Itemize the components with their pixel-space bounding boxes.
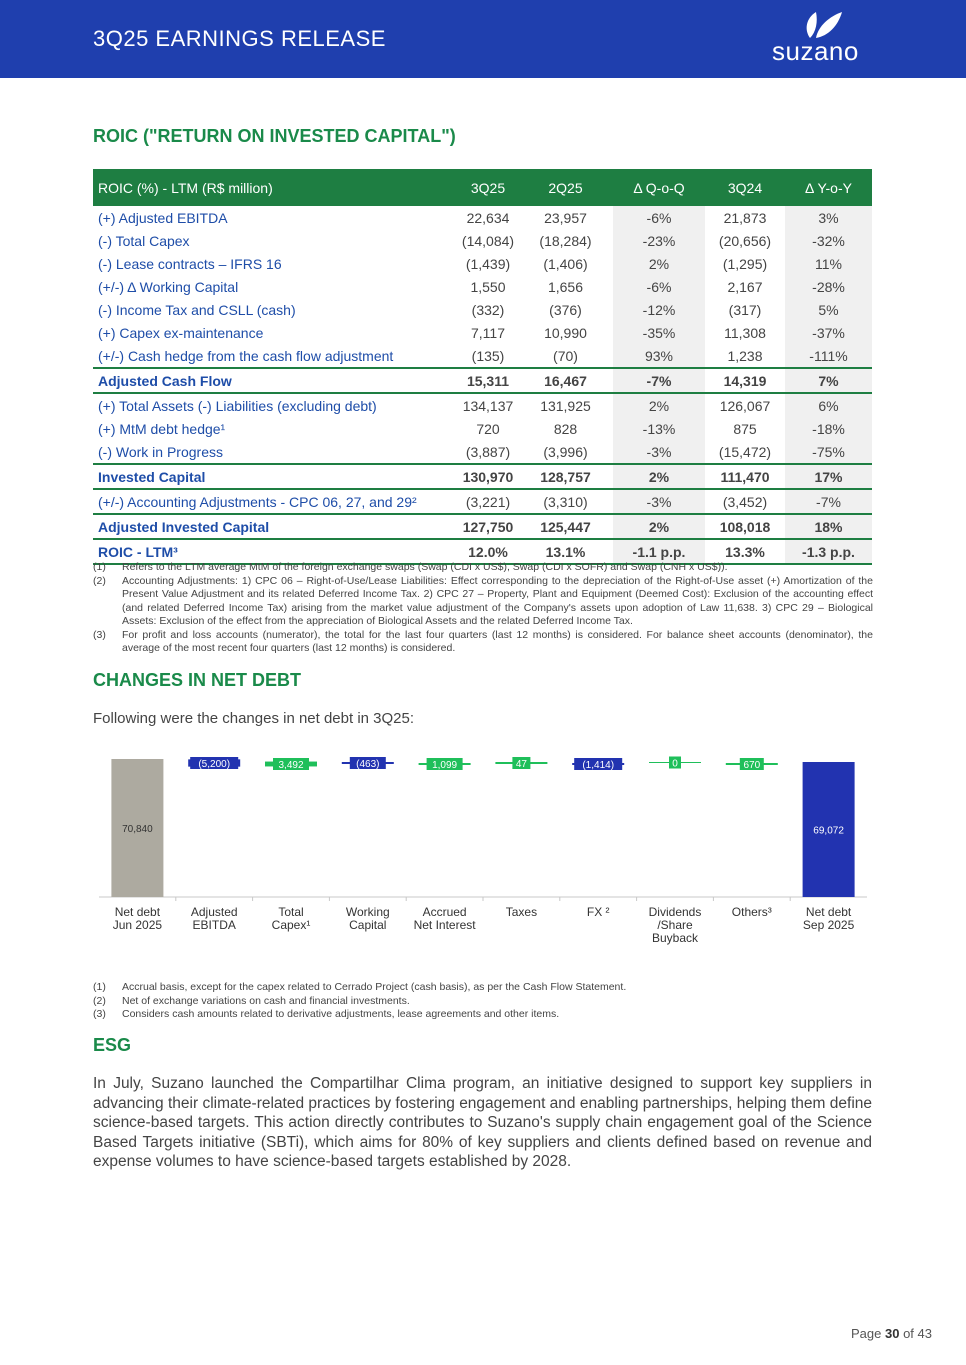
- table-cell: (317): [728, 301, 762, 318]
- data-label: (1,414): [582, 760, 615, 771]
- table-cell: -6%: [613, 275, 705, 298]
- table-row: [93, 368, 872, 393]
- table-cell: -111%: [785, 344, 872, 368]
- data-label: 0: [672, 758, 678, 770]
- row-label: Adjusted Invested Capital: [93, 514, 458, 539]
- table-cell: (376): [549, 301, 582, 318]
- x-tick-label: Others³: [731, 905, 772, 919]
- table-cell: (3,310): [543, 493, 588, 510]
- table-cell: (1,295): [722, 255, 768, 272]
- footnote: [93, 561, 873, 575]
- table-cell: (3,887): [465, 443, 511, 460]
- data-label: 47: [515, 759, 527, 770]
- footnote-text: Refers to the LTM average MtM of the foreign exchange swaps (Swap (CDI x US$), Swap (CDI x SOFR) and Swap (CNH x US$)).: [122, 561, 728, 573]
- row-label: ROIC - LTM³: [93, 539, 458, 564]
- column-header: 3Q25: [458, 169, 518, 206]
- x-tick-label: Taxes: [505, 905, 538, 919]
- footnote-number: (3): [93, 628, 106, 641]
- x-tick-label: Total: [278, 905, 304, 919]
- table-cell: (15,472): [718, 443, 772, 460]
- x-tick-label: Jun 2025: [112, 918, 163, 932]
- table-cell: 130,970: [458, 464, 518, 489]
- x-tick-label: Accrued: [422, 905, 467, 919]
- table-cell: -3%: [613, 489, 705, 514]
- x-tick-label: Net Interest: [413, 918, 476, 932]
- x-tick-label: Net debt: [805, 905, 852, 919]
- header-title: 3Q25 EARNINGS RELEASE: [93, 26, 386, 51]
- table-cell: 2%: [613, 464, 705, 489]
- table-cell: -7%: [613, 368, 705, 393]
- table-cell: (1,406): [543, 255, 588, 272]
- table-cell: 7%: [785, 368, 872, 393]
- table-cell: -13%: [613, 417, 705, 440]
- table-cell: 10,990: [544, 324, 587, 341]
- data-label: 3,492: [278, 760, 304, 771]
- x-tick-label: Adjusted: [190, 905, 238, 919]
- table-cell: 11%: [785, 252, 872, 275]
- table-cell: (18,284): [539, 232, 592, 249]
- table-cell: (332): [471, 301, 505, 318]
- table-cell: 2,167: [727, 278, 763, 295]
- net-debt-waterfall-chart: [93, 748, 873, 953]
- table-row: [93, 393, 872, 417]
- table-cell: (20,656): [718, 232, 772, 249]
- footnote-number: (1): [93, 981, 106, 993]
- table-cell: 14,319: [705, 368, 785, 393]
- table-cell: 131,925: [540, 397, 591, 414]
- table-cell: 2%: [613, 514, 705, 539]
- row-label: (+/-) Accounting Adjustments - CPC 06, 27, and 29²: [98, 493, 417, 510]
- footnote-text: Net of exchange variations on cash and financial investments.: [122, 994, 410, 1007]
- table-row: [93, 344, 872, 368]
- table-row: [93, 417, 872, 440]
- row-label: (+) Capex ex-maintenance: [98, 324, 264, 341]
- table-cell: -1.1 p.p.: [613, 539, 705, 564]
- table-cell: -75%: [785, 440, 872, 464]
- roic-table: [93, 169, 872, 565]
- table-cell: 22,634: [466, 209, 510, 226]
- table-cell: 1,238: [727, 347, 763, 364]
- table-cell: (135): [471, 347, 505, 364]
- net-debt-intro: Following were the changes in net debt in 3Q25:: [93, 710, 415, 727]
- table-cell: 11,308: [724, 324, 766, 341]
- table-cell: 17%: [785, 464, 872, 489]
- column-header: 2Q25: [518, 169, 613, 206]
- page-label: Page: [850, 1326, 882, 1341]
- page-header: [0, 0, 966, 78]
- table-cell: -35%: [613, 321, 705, 344]
- table-cell: 127,750: [458, 514, 518, 539]
- table-cell: 3%: [785, 206, 872, 229]
- footnote: [93, 981, 873, 995]
- table-cell: 125,447: [518, 514, 613, 539]
- row-label: (-) Work in Progress: [98, 443, 223, 460]
- data-label: 670: [743, 760, 761, 771]
- footnote: [93, 1008, 873, 1022]
- table-cell: -3%: [613, 440, 705, 464]
- row-label: (-) Lease contracts – IFRS 16: [98, 255, 282, 272]
- footnote-text: Accrual basis, except for the capex related to Cerrado Project (cash basis), as per the Cash Flow Statement.: [122, 981, 627, 993]
- table-cell: 15,311: [458, 368, 518, 393]
- x-tick-label: Capital: [349, 918, 387, 932]
- table-cell: 18%: [785, 514, 872, 539]
- table-cell: 2%: [613, 252, 705, 275]
- table-cell: -32%: [785, 229, 872, 252]
- esg-heading: ESG: [93, 1035, 132, 1055]
- table-cell: -18%: [785, 417, 872, 440]
- footnote-number: (1): [93, 561, 106, 573]
- footnote: [93, 629, 873, 656]
- table-cell: 2%: [613, 393, 705, 417]
- table-row: [93, 298, 872, 321]
- logo-wordmark: suzano: [772, 36, 859, 66]
- data-label: (5,200): [198, 759, 231, 770]
- x-tick-label: EBITDA: [192, 918, 236, 932]
- row-label: (-) Total Capex: [98, 232, 190, 249]
- x-tick-label: FX ²: [586, 905, 610, 919]
- footnote-number: (2): [93, 574, 106, 587]
- table-cell: 6%: [785, 393, 872, 417]
- table-cell: 93%: [613, 344, 705, 368]
- row-label: Invested Capital: [93, 464, 458, 489]
- table-row: [93, 489, 872, 514]
- roic-header-row: [93, 169, 872, 206]
- footnote-text: For profit and loss accounts (numerator), the total for the last four quarters (last 12 months) is considered. For balance sheet accounts (denominator), the average of the most recent four quarters (last 12 months) is considered.: [122, 628, 873, 654]
- row-label: (+) Adjusted EBITDA: [98, 209, 228, 226]
- column-header: Δ Q-o-Q: [613, 169, 705, 206]
- table-row: [93, 514, 872, 539]
- table-row: [93, 252, 872, 275]
- page-of: of: [903, 1326, 914, 1341]
- row-label: (+) MtM debt hedge¹: [98, 420, 226, 437]
- footnote-text: Considers cash amounts related to derivative adjustments, lease agreements and other items.: [122, 1008, 560, 1020]
- table-cell: 21,873: [723, 209, 767, 226]
- row-label: (+) Total Assets (-) Liabilities (excluding debt): [98, 397, 377, 414]
- net-debt-footnotes: [93, 981, 873, 1022]
- table-cell: 111,470: [705, 464, 785, 489]
- column-header: ROIC (%) - LTM (R$ million): [93, 169, 458, 206]
- table-cell: 128,757: [518, 464, 613, 489]
- data-label: 70,840: [122, 824, 153, 835]
- table-cell: 16,467: [518, 368, 613, 393]
- table-cell: 875: [733, 420, 757, 437]
- table-cell: 828: [553, 420, 578, 437]
- x-tick-label: Capex¹: [271, 918, 311, 932]
- table-row: [93, 229, 872, 252]
- table-cell: -12%: [613, 298, 705, 321]
- x-tick-label: Net debt: [114, 905, 161, 919]
- row-label: (+/-) Cash hedge from the cash flow adjustment: [98, 347, 394, 364]
- footnote: [93, 995, 873, 1009]
- table-cell: -7%: [785, 489, 872, 514]
- table-cell: (3,996): [543, 443, 588, 460]
- table-cell: (1,439): [465, 255, 511, 272]
- page-total: 43: [917, 1326, 932, 1341]
- row-label: Adjusted Cash Flow: [93, 368, 458, 393]
- x-tick-label: Working: [345, 905, 390, 919]
- table-cell: -37%: [785, 321, 872, 344]
- table-row: [93, 440, 872, 464]
- table-cell: -1.3 p.p.: [785, 539, 872, 564]
- table-cell: 5%: [785, 298, 872, 321]
- roic-heading: ROIC ("RETURN ON INVESTED CAPITAL"): [93, 126, 456, 146]
- column-header: Δ Y-o-Y: [785, 169, 872, 206]
- table-row: [93, 464, 872, 489]
- table-cell: 13.3%: [705, 539, 785, 564]
- table-row: [93, 275, 872, 298]
- roic-footnotes: [93, 561, 873, 656]
- x-tick-label: Sep 2025: [802, 918, 855, 932]
- table-cell: 1,656: [547, 278, 584, 295]
- table-cell: (3,452): [722, 493, 768, 510]
- table-cell: -6%: [613, 206, 705, 229]
- x-tick-label: /Share: [657, 918, 693, 932]
- footnote-number: (2): [93, 994, 106, 1007]
- table-cell: 108,018: [705, 514, 785, 539]
- page-current: 30: [884, 1326, 900, 1341]
- x-tick-label: Dividends: [648, 905, 702, 919]
- page-number: [851, 1326, 932, 1341]
- row-label: (+/-) Δ Working Capital: [98, 278, 239, 295]
- esg-paragraph: In July, Suzano launched the Compartilhar Clima program, an initiative designed to support key suppliers in advancing their climate-related practices by fostering engagement and enabling partnerships, helping them define science-based targets. This action directly contributes to Suzano's supply chain engagement goal of the Science Based Targets initiative (SBTi), which aims for 80% of key suppliers and clients defined based on revenue and expense volumes to have science-based targets established by 2028.: [93, 1075, 872, 1170]
- table-cell: 12.0%: [458, 539, 518, 564]
- table-row: [93, 206, 872, 229]
- row-label: (-) Income Tax and CSLL (cash): [98, 301, 296, 318]
- table-cell: 1,550: [470, 278, 506, 295]
- table-cell: 126,067: [719, 397, 771, 414]
- table-cell: 134,137: [462, 397, 514, 414]
- net-debt-heading: CHANGES IN NET DEBT: [93, 670, 302, 690]
- table-cell: (3,221): [465, 493, 511, 510]
- x-tick-label: Buyback: [651, 931, 699, 945]
- footnote-number: (3): [93, 1008, 106, 1020]
- data-label: 1,099: [432, 760, 458, 771]
- table-cell: 23,957: [544, 209, 587, 226]
- table-cell: (14,084): [461, 232, 515, 249]
- table-cell: -23%: [613, 229, 705, 252]
- table-row: [93, 321, 872, 344]
- data-label: 69,072: [813, 825, 844, 837]
- footnote: [93, 575, 873, 629]
- table-cell: 13.1%: [518, 539, 613, 564]
- column-header: 3Q24: [705, 169, 785, 206]
- table-cell: 7,117: [471, 324, 505, 341]
- table-cell: 720: [476, 420, 500, 437]
- table-cell: (70): [553, 347, 578, 364]
- table-cell: -28%: [785, 275, 872, 298]
- data-label: (463): [356, 759, 380, 770]
- footnote-text: Accounting Adjustments: 1) CPC 06 – Right-of-Use/Lease Liabilities: Effect corresponding to the depreciation of the Right-of-Use asset (+) Amortization of the Present Value Adjustment and its related Deferred Income Tax. 2) CPC 27 – Property, Plant and Equipment (Deemed Cost): Exclusion of the accounting effect (and related Deferred Income Tax) arising from the market value adjustment of the Company's assets upon adoption of Law 11,638. 3) CPC 29 – Biological Assets: Exclusion of the effect from the appreciation of Biological Assets and the related Deferred Income Tax.: [122, 574, 873, 627]
